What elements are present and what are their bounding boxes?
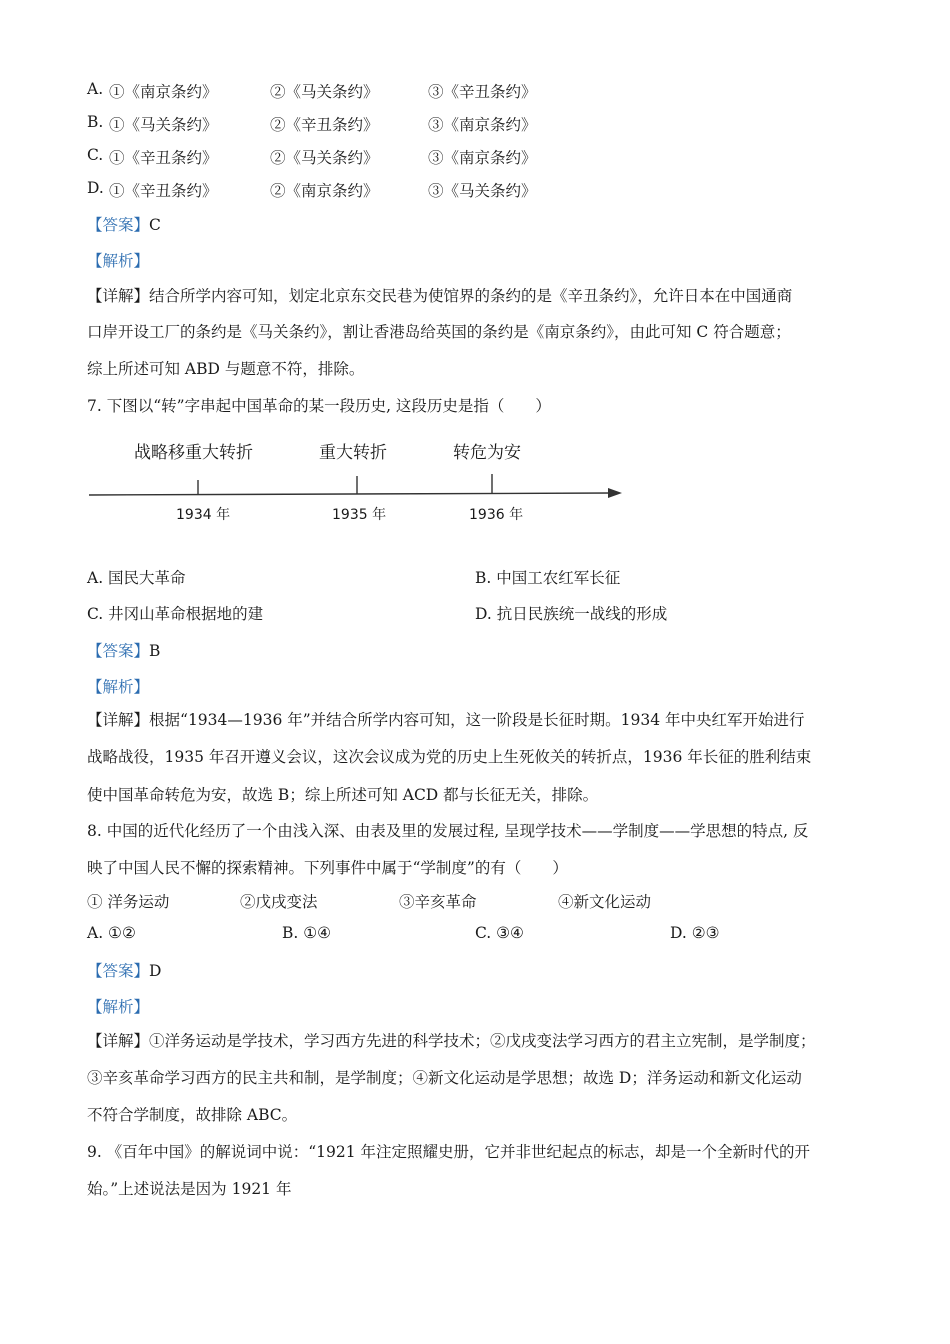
option-item-3: ③《南京条约》 <box>428 116 537 134</box>
q8-item-4: ④新文化运动 <box>558 893 652 911</box>
timeline-label-2: 重大转折 <box>319 443 387 463</box>
q7-option-c: C. 井冈山革命根据地的建 <box>87 605 264 623</box>
timeline-arrow <box>608 488 622 498</box>
q7-analysis <box>87 675 149 697</box>
q7-detail-line-2: 战略战役，1935 年召开遵义会议，这次会议成为党的历史上生死攸关的转折点，1936 年长征的胜利结束 <box>87 748 812 766</box>
option-item-1: ①《马关条约》 <box>109 116 218 134</box>
option-item-3: ③《辛丑条约》 <box>428 83 537 101</box>
q8-detail-line-3: 不符合学制度，故排除 ABC。 <box>87 1106 298 1124</box>
detail-text: 根据“1934—1936 年”并结合所学内容可知，这一阶段是长征时期。1934 年中央红军开始进行 <box>149 711 805 729</box>
timeline-year-3: 1936 年 <box>469 507 524 523</box>
option-item-2: ②《马关条约》 <box>270 83 379 101</box>
answer-tag: 【答案】 <box>87 216 150 234</box>
timeline-line <box>89 493 612 495</box>
detail-tag: 【详解】 <box>87 287 150 305</box>
q8-option-c: C. ③④ <box>475 924 524 942</box>
q6-detail-line-2: 口岸开设工厂的条约是《马关条约》，割让香港岛给英国的条约是《南京条约》，由此可知 C 符合题意； <box>87 323 791 341</box>
option-item-3: ③《马关条约》 <box>428 182 537 200</box>
option-item-3: ③《南京条约》 <box>428 149 537 167</box>
answer-value: C <box>149 216 161 234</box>
timeline-diagram <box>87 428 632 538</box>
timeline-year-1: 1934 年 <box>176 507 231 523</box>
q6-answer <box>87 213 161 235</box>
analysis-tag: 【解析】 <box>87 998 150 1016</box>
option-item-1: ①《南京条约》 <box>109 83 218 101</box>
timeline-label-3: 转危为安 <box>453 443 521 463</box>
option-item-2: ②《辛丑条约》 <box>270 116 379 134</box>
detail-tag: 【详解】 <box>87 1032 150 1050</box>
analysis-tag: 【解析】 <box>87 678 150 696</box>
q9-question-line-1: 9. 《百年中国》的解说词中说：“1921 年注定照耀史册，它并非世纪起点的标志，却是一个全新时代的开 <box>87 1143 811 1161</box>
q7-option-b: B. 中国工农红军长征 <box>475 569 621 587</box>
timeline-year-2: 1935 年 <box>332 507 387 523</box>
q8-analysis <box>87 995 149 1017</box>
q6-analysis <box>87 249 149 271</box>
option-letter: B. <box>87 113 104 131</box>
answer-tag: 【答案】 <box>87 642 150 660</box>
q7-detail-line-1 <box>87 708 805 730</box>
q7-answer <box>87 639 160 661</box>
option-item-2: ②《南京条约》 <box>270 182 379 200</box>
q7-option-d: D. 抗日民族统一战线的形成 <box>475 605 668 623</box>
option-item-1: ①《辛丑条约》 <box>109 182 218 200</box>
q7-option-a: A. 国民大革命 <box>87 569 186 587</box>
option-item-2: ②《马关条约》 <box>270 149 379 167</box>
q8-item-2: ②戊戌变法 <box>240 893 318 911</box>
timeline-label-1: 战略移重大转折 <box>134 443 253 463</box>
q9-question-line-2: 始。”上述说法是因为 1921 年 <box>87 1180 292 1198</box>
option-letter: C. <box>87 146 104 164</box>
detail-tag: 【详解】 <box>87 711 150 729</box>
option-letter: A. <box>87 80 104 98</box>
option-letter: D. <box>87 179 104 197</box>
answer-value: B <box>149 642 161 660</box>
q8-item-3: ③辛亥革命 <box>399 893 477 911</box>
answer-tag: 【答案】 <box>87 962 150 980</box>
q8-option-d: D. ②③ <box>670 924 720 942</box>
analysis-tag: 【解析】 <box>87 252 150 270</box>
q8-answer <box>87 959 161 981</box>
q8-item-1: ① 洋务运动 <box>87 893 170 911</box>
option-item-1: ①《辛丑条约》 <box>109 149 218 167</box>
q8-detail-line-1 <box>87 1029 816 1051</box>
q8-question-line-1: 8. 中国的近代化经历了一个由浅入深、由表及里的发展过程, 呈现学技术——学制度——学思想的特点, 反 <box>87 822 809 840</box>
q8-detail-line-2: ③辛亥革命学习西方的民主共和制，是学制度；④新文化运动是学思想；故选 D；洋务运动和新文化运动 <box>87 1069 802 1087</box>
q8-option-b: B. ①④ <box>282 924 332 942</box>
answer-value: D <box>149 962 162 980</box>
q7-detail-line-3: 使中国革命转危为安，故选 B；综上所述可知 ACD 都与长征无关，排除。 <box>87 786 599 804</box>
q6-detail-line-3: 综上所述可知 ABD 与题意不符，排除。 <box>87 360 365 378</box>
detail-text: ①洋务运动是学技术，学习西方先进的科学技术；②戊戌变法学习西方的君主立宪制，是学制度； <box>149 1032 816 1050</box>
detail-text: 结合所学内容可知，划定北京东交民巷为使馆界的条约的是《辛丑条约》，允许日本在中国通商 <box>149 287 793 305</box>
q7-question: 7. 下图以“转”字串起中国革命的某一段历史, 这段历史是指（ ） <box>87 397 551 415</box>
q6-detail-line-1 <box>87 284 792 306</box>
q8-option-a: A. ①② <box>87 924 136 942</box>
q8-question-line-2: 映了中国人民不懈的探索精神。下列事件中属于“学制度”的有（ ） <box>87 859 568 877</box>
